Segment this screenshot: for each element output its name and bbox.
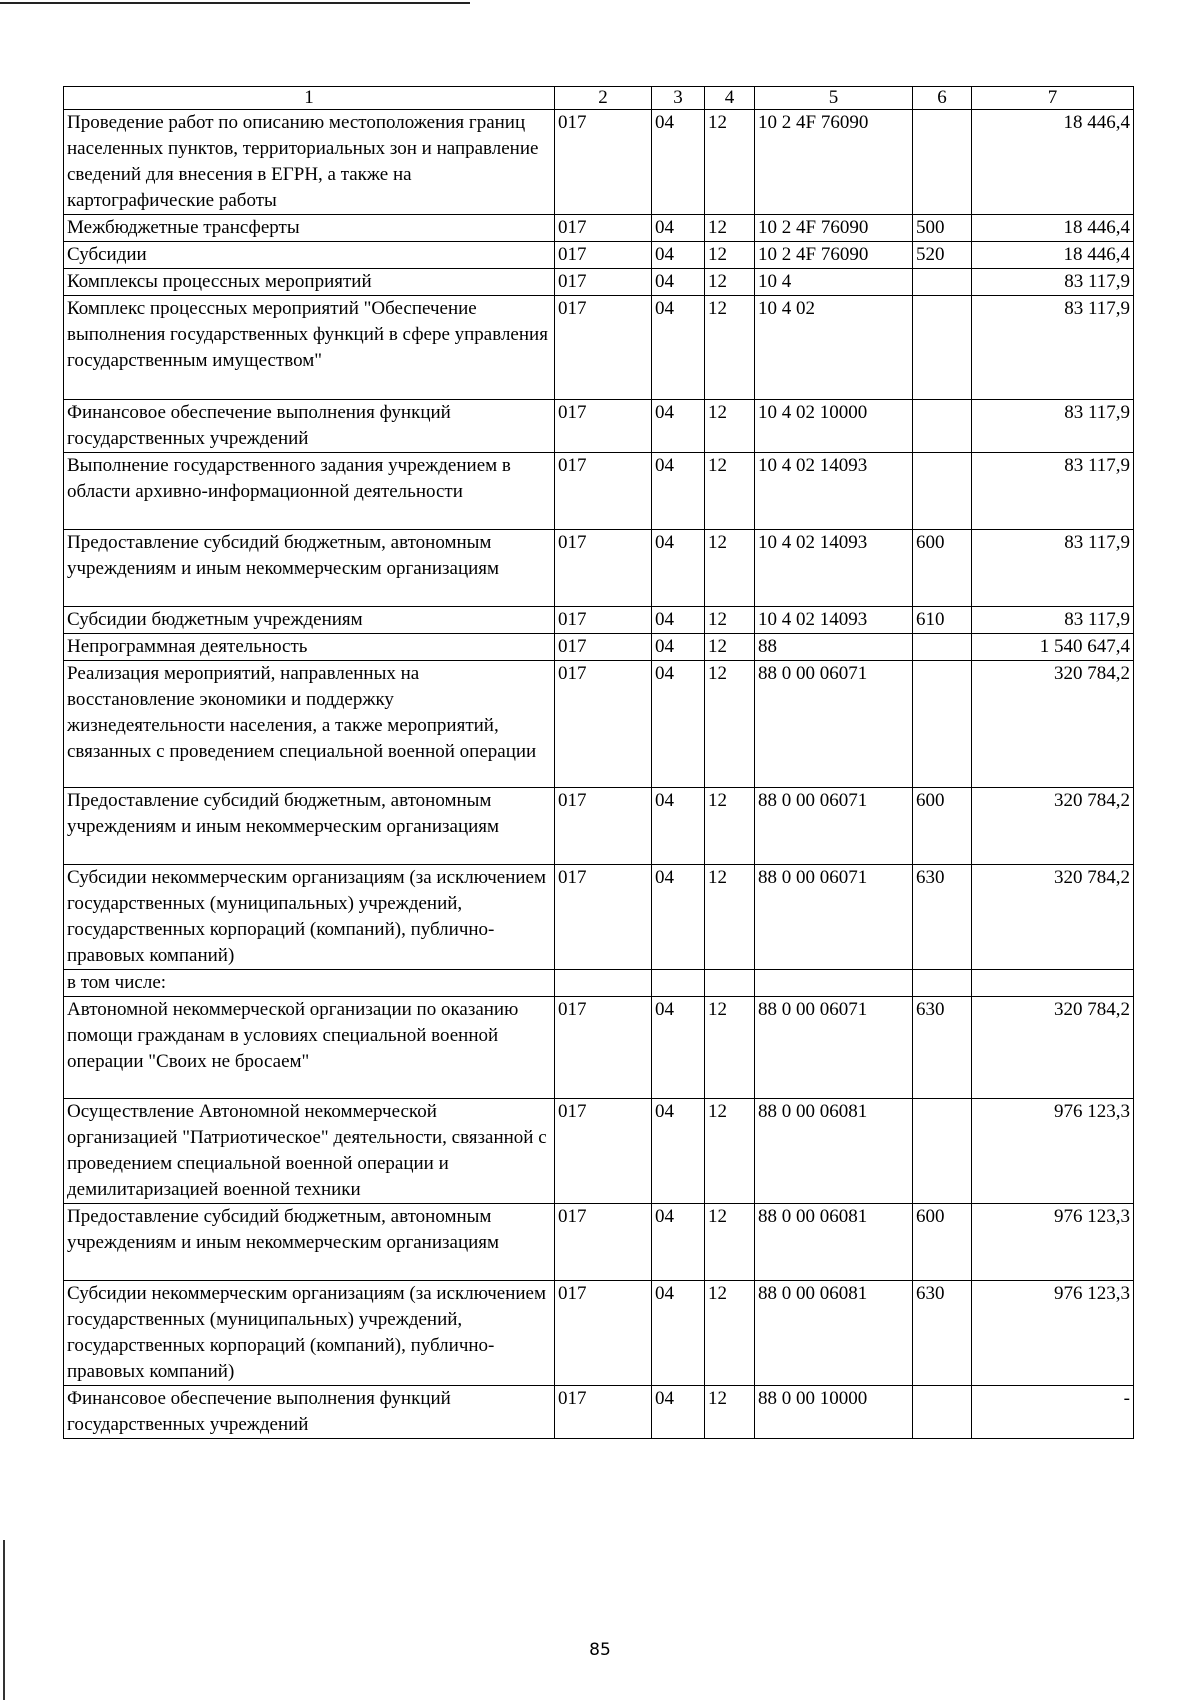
row-c7-cell: 18 446,4: [972, 242, 1134, 269]
col-header-4: 4: [705, 87, 755, 110]
row-c4-cell: 12: [705, 661, 755, 788]
row-c2-cell: 017: [555, 661, 652, 788]
row-name-cell: Предоставление субсидий бюджетным, автономным учреждениям и иным некоммерческим организациям: [64, 788, 555, 865]
row-c6-cell: [913, 453, 972, 530]
row-c3-cell: 04: [652, 1204, 705, 1281]
row-c6-cell: [913, 970, 972, 997]
table-row: [64, 970, 1134, 997]
row-c6-cell: [913, 296, 972, 400]
table-row: [64, 865, 1134, 970]
row-c5-cell: 88 0 00 06071: [755, 661, 913, 788]
row-c3-cell: 04: [652, 1099, 705, 1204]
row-c6-cell: 600: [913, 1204, 972, 1281]
row-c5-cell: 10 4 02 10000: [755, 400, 913, 453]
page-number: 85: [589, 1640, 611, 1660]
row-c4-cell: [705, 970, 755, 997]
row-c5-cell: 88 0 00 06081: [755, 1204, 913, 1281]
col-header-5: 5: [755, 87, 913, 110]
row-c6-cell: [913, 634, 972, 661]
row-c5-cell: 88 0 00 06081: [755, 1099, 913, 1204]
row-c4-cell: 12: [705, 607, 755, 634]
row-c3-cell: 04: [652, 997, 705, 1099]
row-c2-cell: 017: [555, 110, 652, 215]
row-c6-cell: [913, 661, 972, 788]
row-c7-cell: 976 123,3: [972, 1204, 1134, 1281]
row-name-cell: Комплекс процессных мероприятий "Обеспечение выполнения государственных функций в сфере управления государственным имуществом": [64, 296, 555, 400]
row-c3-cell: 04: [652, 788, 705, 865]
row-c6-cell: [913, 1099, 972, 1204]
row-c5-cell: 88 0 00 10000: [755, 1386, 913, 1439]
row-c2-cell: 017: [555, 296, 652, 400]
row-c2-cell: 017: [555, 1386, 652, 1439]
row-c4-cell: 12: [705, 865, 755, 970]
row-name-cell: Финансовое обеспечение выполнения функций государственных учреждений: [64, 400, 555, 453]
row-c4-cell: 12: [705, 530, 755, 607]
row-c6-cell: 520: [913, 242, 972, 269]
row-c6-cell: [913, 269, 972, 296]
row-c7-cell: 320 784,2: [972, 865, 1134, 970]
row-c7-cell: 83 117,9: [972, 296, 1134, 400]
row-c7-cell: 1 540 647,4: [972, 634, 1134, 661]
row-name-cell: Субсидии некоммерческим организациям (за исключением государственных (муниципальных) учреждений, государственных корпораций (компаний), публично-правовых компаний): [64, 865, 555, 970]
row-c5-cell: 88 0 00 06081: [755, 1281, 913, 1386]
row-c3-cell: 04: [652, 453, 705, 530]
row-c3-cell: 04: [652, 530, 705, 607]
row-c4-cell: 12: [705, 215, 755, 242]
row-c4-cell: 12: [705, 242, 755, 269]
row-c6-cell: 630: [913, 1281, 972, 1386]
row-c5-cell: 10 4 02: [755, 296, 913, 400]
row-name-cell: Реализация мероприятий, направленных на восстановление экономики и поддержку жизнедеятельности населения, а также мероприятий, связанных с проведением специальной военной операции: [64, 661, 555, 788]
row-c2-cell: 017: [555, 242, 652, 269]
row-name-cell: Предоставление субсидий бюджетным, автономным учреждениям и иным некоммерческим организациям: [64, 1204, 555, 1281]
left-margin-rule: [3, 1540, 5, 1700]
row-c2-cell: 017: [555, 1099, 652, 1204]
table-row: [64, 400, 1134, 453]
row-c3-cell: 04: [652, 242, 705, 269]
table-row: [64, 607, 1134, 634]
row-c6-cell: 630: [913, 865, 972, 970]
row-name-cell: Выполнение государственного задания учреждением в области архивно-информационной деятельности: [64, 453, 555, 530]
row-c2-cell: 017: [555, 269, 652, 296]
row-c7-cell: -: [972, 1386, 1134, 1439]
row-c7-cell: 18 446,4: [972, 110, 1134, 215]
row-name-cell: Осуществление Автономной некоммерческой организацией "Патриотическое" деятельности, связанной с проведением специальной военной операции и демилитаризацией военной техники: [64, 1099, 555, 1204]
row-c3-cell: 04: [652, 110, 705, 215]
table-row: [64, 1281, 1134, 1386]
row-c3-cell: 04: [652, 296, 705, 400]
row-c3-cell: 04: [652, 634, 705, 661]
row-c5-cell: 88 0 00 06071: [755, 788, 913, 865]
col-header-6: 6: [913, 87, 972, 110]
table-row: [64, 296, 1134, 400]
row-c4-cell: 12: [705, 997, 755, 1099]
row-name-cell: в том числе:: [64, 970, 555, 997]
table-row: [64, 242, 1134, 269]
row-c7-cell: 18 446,4: [972, 215, 1134, 242]
row-c3-cell: 04: [652, 215, 705, 242]
row-c4-cell: 12: [705, 1281, 755, 1386]
row-c4-cell: 12: [705, 400, 755, 453]
row-name-cell: Субсидии некоммерческим организациям (за исключением государственных (муниципальных) учреждений, государственных корпораций (компаний), публично-правовых компаний): [64, 1281, 555, 1386]
table-row: [64, 530, 1134, 607]
row-c7-cell: 83 117,9: [972, 269, 1134, 296]
col-header-1: 1: [64, 87, 555, 110]
row-c2-cell: 017: [555, 400, 652, 453]
table-row: [64, 634, 1134, 661]
row-c6-cell: 610: [913, 607, 972, 634]
row-c4-cell: 12: [705, 634, 755, 661]
row-name-cell: Межбюджетные трансферты: [64, 215, 555, 242]
table-row: [64, 110, 1134, 215]
row-name-cell: Непрограммная деятельность: [64, 634, 555, 661]
row-c3-cell: [652, 970, 705, 997]
row-c2-cell: 017: [555, 634, 652, 661]
row-c2-cell: 017: [555, 865, 652, 970]
row-c2-cell: 017: [555, 453, 652, 530]
row-c7-cell: 320 784,2: [972, 788, 1134, 865]
row-c7-cell: [972, 970, 1134, 997]
row-c5-cell: 88 0 00 06071: [755, 997, 913, 1099]
col-header-7: 7: [972, 87, 1134, 110]
row-c6-cell: 630: [913, 997, 972, 1099]
row-c2-cell: 017: [555, 607, 652, 634]
row-c4-cell: 12: [705, 1386, 755, 1439]
row-c5-cell: 10 4: [755, 269, 913, 296]
row-name-cell: Автономной некоммерческой организации по оказанию помощи гражданам в условиях специальной военной операции "Своих не бросаем": [64, 997, 555, 1099]
top-rule: [0, 2, 470, 4]
row-c2-cell: 017: [555, 215, 652, 242]
row-c3-cell: 04: [652, 661, 705, 788]
row-name-cell: Финансовое обеспечение выполнения функций государственных учреждений: [64, 1386, 555, 1439]
row-c3-cell: 04: [652, 607, 705, 634]
row-c2-cell: 017: [555, 788, 652, 865]
table-row: [64, 215, 1134, 242]
row-c4-cell: 12: [705, 269, 755, 296]
row-c6-cell: 600: [913, 788, 972, 865]
col-header-2: 2: [555, 87, 652, 110]
row-c3-cell: 04: [652, 269, 705, 296]
row-c4-cell: 12: [705, 1204, 755, 1281]
row-c5-cell: 10 4 02 14093: [755, 453, 913, 530]
row-c4-cell: 12: [705, 788, 755, 865]
row-c5-cell: 10 2 4F 76090: [755, 242, 913, 269]
row-c7-cell: 320 784,2: [972, 997, 1134, 1099]
row-name-cell: Комплексы процессных мероприятий: [64, 269, 555, 296]
table-row: [64, 788, 1134, 865]
row-c2-cell: 017: [555, 997, 652, 1099]
row-c6-cell: 500: [913, 215, 972, 242]
row-c2-cell: 017: [555, 1204, 652, 1281]
row-c3-cell: 04: [652, 1281, 705, 1386]
row-name-cell: Субсидии бюджетным учреждениям: [64, 607, 555, 634]
table-row: [64, 453, 1134, 530]
table-row: [64, 1386, 1134, 1439]
row-c2-cell: [555, 970, 652, 997]
table-row: [64, 1204, 1134, 1281]
row-c5-cell: [755, 970, 913, 997]
row-c2-cell: 017: [555, 530, 652, 607]
row-name-cell: Проведение работ по описанию местоположения границ населенных пунктов, территориальных зон и направление сведений для внесения в ЕГРН, а также на картографические работы: [64, 110, 555, 215]
row-c6-cell: [913, 1386, 972, 1439]
row-c5-cell: 10 2 4F 76090: [755, 110, 913, 215]
row-c4-cell: 12: [705, 110, 755, 215]
table-body: [64, 110, 1134, 1439]
row-c5-cell: 10 4 02 14093: [755, 530, 913, 607]
row-c3-cell: 04: [652, 865, 705, 970]
col-header-3: 3: [652, 87, 705, 110]
row-c7-cell: 976 123,3: [972, 1099, 1134, 1204]
row-name-cell: Субсидии: [64, 242, 555, 269]
row-c2-cell: 017: [555, 1281, 652, 1386]
table-row: [64, 661, 1134, 788]
row-c4-cell: 12: [705, 1099, 755, 1204]
row-c3-cell: 04: [652, 400, 705, 453]
header-row: [64, 87, 1134, 110]
row-c5-cell: 88: [755, 634, 913, 661]
row-c5-cell: 10 2 4F 76090: [755, 215, 913, 242]
table-row: [64, 269, 1134, 296]
row-c5-cell: 88 0 00 06071: [755, 865, 913, 970]
row-c7-cell: 83 117,9: [972, 453, 1134, 530]
budget-table: [63, 86, 1134, 1439]
row-c6-cell: [913, 400, 972, 453]
row-c7-cell: 83 117,9: [972, 530, 1134, 607]
table-row: [64, 997, 1134, 1099]
row-c7-cell: 83 117,9: [972, 400, 1134, 453]
row-c4-cell: 12: [705, 296, 755, 400]
row-c5-cell: 10 4 02 14093: [755, 607, 913, 634]
row-c7-cell: 83 117,9: [972, 607, 1134, 634]
table-row: [64, 1099, 1134, 1204]
row-c7-cell: 320 784,2: [972, 661, 1134, 788]
row-c7-cell: 976 123,3: [972, 1281, 1134, 1386]
row-c3-cell: 04: [652, 1386, 705, 1439]
row-c6-cell: [913, 110, 972, 215]
row-c4-cell: 12: [705, 453, 755, 530]
row-c6-cell: 600: [913, 530, 972, 607]
row-name-cell: Предоставление субсидий бюджетным, автономным учреждениям и иным некоммерческим организациям: [64, 530, 555, 607]
